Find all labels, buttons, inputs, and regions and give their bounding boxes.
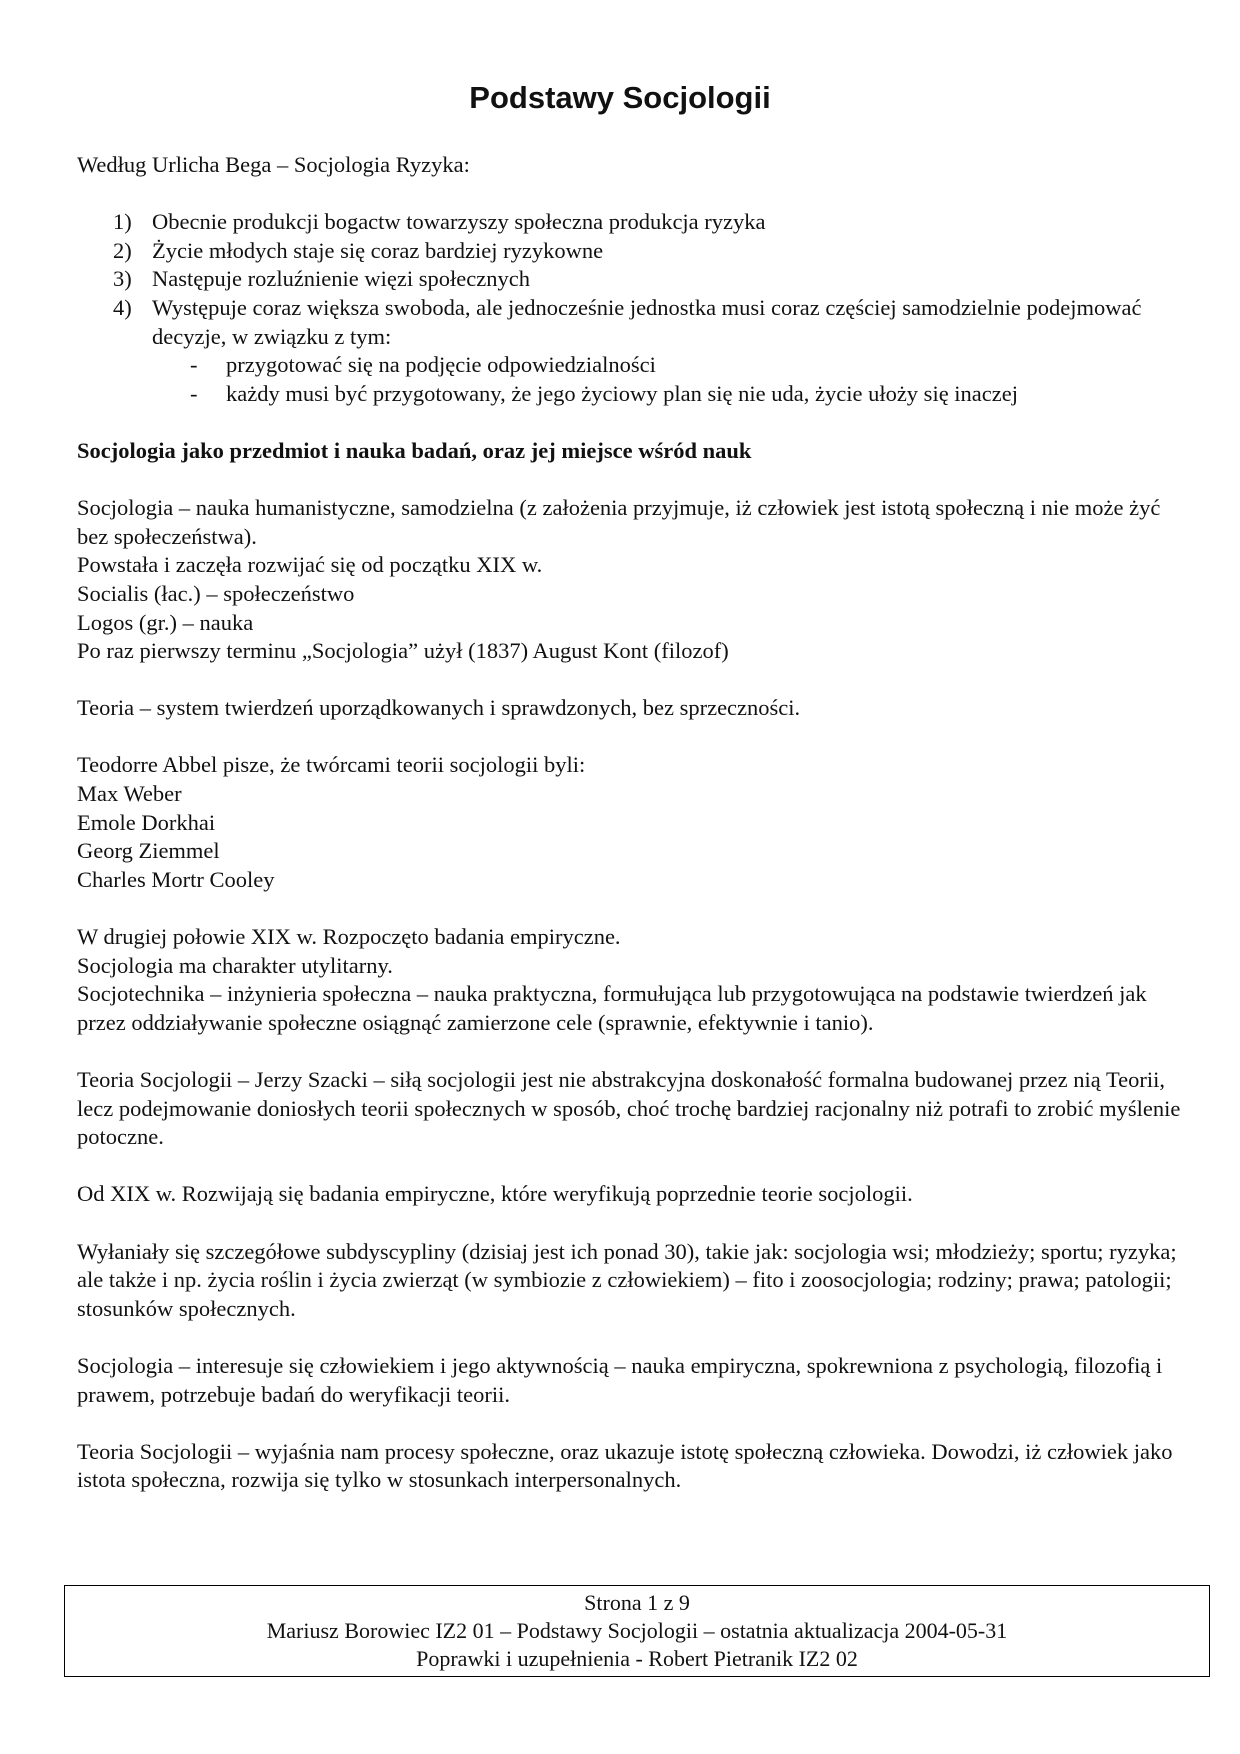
footer-corrections-line: Poprawki i uzupełnienia - Robert Pietranik IZ2 02 [416, 1646, 858, 1671]
paragraph: Wyłaniały się szczegółowe subdyscypliny (dzisiaj jest ich ponad 30), takie jak: socjologia wsi; młodzieży; sportu; ryzyka; ale także i np. życia roślin i życia zwierząt (w symbiozie z człowiekiem) – fito i zoosocjologia; rodziny; prawa; patologii; stosunków społecznych. [77, 1238, 1177, 1321]
spacer [77, 1409, 1187, 1438]
list-item-text: Następuje rozluźnienie więzi społecznych [152, 266, 530, 292]
list-item-text: Występuje coraz większa swoboda, ale jednocześnie jednostka musi coraz częściej samodzielnie podejmować decyzje, w związku z tym: [152, 294, 1142, 349]
author-name: Charles Mortr Cooley [77, 866, 275, 892]
spacer [77, 1152, 1187, 1181]
spacer [77, 1323, 1187, 1352]
page-number: Strona 1 z 9 [584, 1590, 690, 1615]
section-heading: Socjologia jako przedmiot i nauka badań, oraz jej miejsce wśród nauk [77, 437, 752, 463]
dash-marker: - [190, 352, 198, 378]
spacer [77, 1209, 1187, 1238]
dash-list [77, 351, 1187, 408]
footer-author-line: Mariusz Borowiec IZ2 01 – Podstawy Socjologii – ostatnia aktualizacja 2004-05-31 [266, 1618, 1008, 1643]
list-item [77, 237, 1187, 266]
paragraph: Logos (gr.) – nauka [77, 609, 254, 635]
numbered-list [77, 208, 1187, 351]
dash-marker: - [190, 380, 198, 406]
list-item-text: przygotować się na podjęcie odpowiedzialności [226, 352, 656, 378]
paragraph: Socjologia – nauka humanistyczne, samodzielna (z założenia przyjmuje, iż człowiek jest istotą społeczną i nie może żyć bez społeczeństwa). [77, 495, 1161, 549]
paragraph: Socialis (łac.) – społeczeństwo [77, 580, 355, 606]
spacer [77, 1037, 1187, 1066]
list-number: 4) [113, 294, 132, 320]
paragraph: Teoria Socjologii – wyjaśnia nam procesy społeczne, oraz ukazuje istotę społeczną człowieka. Dowodzi, iż człowiek jako istota społeczna, rozwija się tylko w stosunkach interpersonalnych. [77, 1438, 1173, 1493]
list-number: 2) [113, 237, 132, 263]
paragraph: Socjotechnika – inżynieria społeczna – nauka praktyczna, formułująca lub przygotowująca na podstawie twierdzeń jak przez oddziaływanie społeczne osiągnąć zamierzone cele (sprawnie, efektywnie i tanio). [77, 981, 1147, 1035]
list-item [77, 208, 1187, 237]
list-item-text: Obecnie produkcji bogactw towarzyszy społeczna produkcja ryzyka [152, 209, 766, 235]
author-name: Emole Dorkhai [77, 809, 216, 835]
list-item-text: Życie młodych staje się coraz bardziej ryzykowne [152, 237, 604, 263]
paragraph: Teodorre Abbel pisze, że twórcami teorii socjologii byli: [77, 752, 586, 778]
paragraph: Teoria Socjologii – Jerzy Szacki – siłą socjologii jest nie abstrakcyjna doskonałość formalna budowanej przez nią Teorii, lecz podejmowanie doniosłych teorii społecznych w sposób, choć trochę bardziej racjonalny niż potrafi to zrobić myślenie potoczne. [77, 1067, 1181, 1150]
list-number: 3) [113, 266, 132, 292]
list-item-text: każdy musi być przygotowany, że jego życiowy plan się nie uda, życie ułoży się inaczej [226, 380, 1019, 406]
list-item [77, 380, 1187, 409]
paragraph: Od XIX w. Rozwijają się badania empiryczne, które weryfikują poprzednie teorie socjologii. [77, 1181, 913, 1207]
paragraph: Socjologia – interesuje się człowiekiem i jego aktywnością – nauka empiryczna, spokrewniona z psychologią, filozofią i prawem, potrzebuje badań do weryfikacji teorii. [77, 1352, 1163, 1407]
author-name: Georg Ziemmel [77, 838, 220, 864]
list-item [77, 351, 1187, 380]
spacer [77, 466, 1187, 495]
list-item [77, 294, 1187, 351]
intro-line: Według Urlicha Bega – Socjologia Ryzyka: [77, 152, 470, 177]
spacer [77, 408, 1187, 437]
spacer [77, 894, 1187, 923]
paragraph: Teoria – system twierdzeń uporządkowanych i sprawdzonych, bez sprzeczności. [77, 695, 801, 721]
spacer [77, 723, 1187, 752]
paragraph: Powstała i zaczęła rozwijać się od początku XIX w. [77, 552, 543, 578]
paragraph: W drugiej połowie XIX w. Rozpoczęto badania empiryczne. [77, 924, 621, 950]
author-name: Max Weber [77, 781, 182, 807]
paragraph: Socjologia ma charakter utylitarny. [77, 952, 393, 978]
document-body [77, 151, 1187, 1495]
paragraph: Po raz pierwszy terminu „Socjologia” użył (1837) August Kont (filozof) [77, 638, 729, 664]
page-footer [64, 1585, 1210, 1677]
spacer [77, 666, 1187, 695]
spacer [77, 180, 1187, 209]
list-item [77, 265, 1187, 294]
list-number: 1) [113, 209, 132, 235]
page-title: Podstawy Socjologii [469, 80, 771, 115]
